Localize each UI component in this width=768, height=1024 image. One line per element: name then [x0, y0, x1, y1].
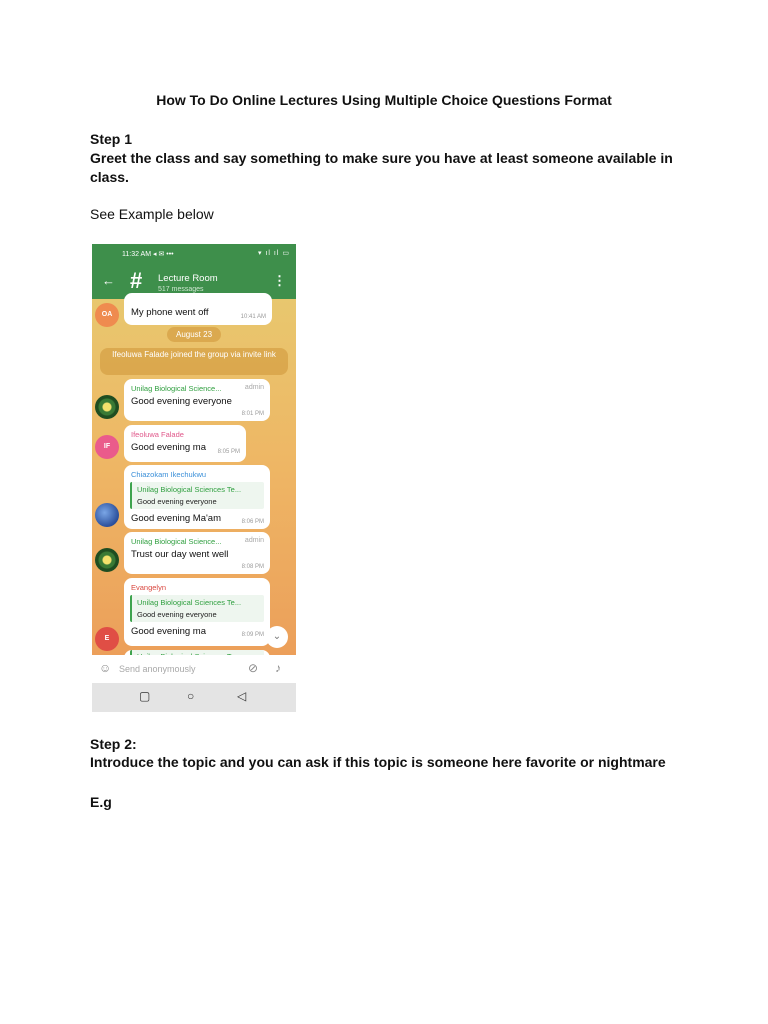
- avatar: OA: [95, 303, 119, 327]
- admin-badge: admin: [244, 384, 264, 391]
- message-text: Good evening ma: [131, 626, 206, 637]
- microphone-icon[interactable]: ♪: [275, 661, 281, 675]
- sender-name: Unilag Biological Science...: [131, 537, 222, 546]
- step2-text: Introduce the topic and you can ask if this topic is someone here favorite or nightmare: [90, 754, 666, 770]
- status-bar: [92, 244, 296, 266]
- message-time: 8:09 PM: [241, 632, 264, 638]
- message-bubble: [124, 465, 270, 529]
- step1-heading: Step 1: [90, 131, 133, 147]
- message-bubble: [124, 425, 246, 462]
- reply-text: Good evening everyone: [137, 497, 217, 506]
- scroll-down-button[interactable]: ⌄: [266, 626, 288, 648]
- reply-quote: [130, 595, 264, 622]
- message-bubble: [124, 379, 270, 421]
- message-text: My phone went off: [131, 307, 209, 318]
- see-example-text: See Example below: [90, 206, 214, 222]
- message-text: Trust our day went well: [131, 549, 229, 560]
- date-pill: August 23: [167, 327, 221, 342]
- example-label: E.g: [90, 794, 112, 810]
- message-text: Good evening everyone: [131, 396, 232, 407]
- message-time: 8:08 PM: [241, 564, 264, 570]
- step2-heading: Step 2:: [90, 736, 137, 752]
- avatar: [95, 395, 119, 419]
- channel-hash-icon: #: [130, 268, 143, 293]
- recents-icon[interactable]: ▢: [139, 689, 151, 703]
- document-title: How To Do Online Lectures Using Multiple Choice Questions Format: [156, 92, 612, 108]
- sender-name: Chiazokam Ikechukwu: [131, 470, 207, 479]
- sender-name: Unilag Biological Science...: [131, 384, 222, 393]
- chat-screenshot: [92, 244, 296, 712]
- avatar: [95, 503, 119, 527]
- message-bubble: [124, 532, 270, 574]
- step1-text: Greet the class and say something to make sure you have at least someone available in class.: [90, 150, 673, 185]
- message-bubble: [124, 578, 270, 646]
- avatar: [95, 548, 119, 572]
- sender-name: Ifeoluwa Falade: [131, 430, 184, 439]
- sender-name: Evangelyn: [131, 583, 167, 592]
- message-time: 8:01 PM: [241, 411, 264, 417]
- chat-area: [92, 299, 296, 655]
- message-count: 517 messages: [158, 286, 204, 293]
- avatar: E: [95, 627, 119, 651]
- message-input-bar: [92, 655, 296, 683]
- join-notice: Ifeoluwa Falade joined the group via invite link: [100, 348, 288, 375]
- reply-text: Good evening everyone: [137, 610, 217, 619]
- message-text: Good evening ma: [131, 442, 206, 453]
- status-time: 11:32 AM ◂ ✉ •••: [122, 251, 174, 258]
- room-name: Lecture Room: [158, 273, 218, 284]
- status-system-icons: ▾ ıl ıl ▭: [258, 250, 290, 257]
- message-time: 10:41 AM: [240, 314, 266, 320]
- avatar: IF: [95, 435, 119, 459]
- emoji-icon[interactable]: ☺: [99, 661, 112, 675]
- home-icon[interactable]: ○: [187, 689, 195, 703]
- message-time: 8:05 PM: [217, 449, 240, 455]
- back-icon[interactable]: ◁: [237, 689, 247, 703]
- more-options-icon[interactable]: ⋮: [273, 273, 286, 288]
- reply-sender: Unilag Biological Sciences Te...: [137, 485, 242, 494]
- message-text: Good evening Ma'am: [131, 513, 222, 524]
- message-input[interactable]: Send anonymously: [119, 664, 196, 674]
- reply-quote: [130, 482, 264, 509]
- admin-badge: admin: [244, 537, 264, 544]
- android-nav-bar: [92, 683, 296, 712]
- reply-sender: Unilag Biological Sciences Te...: [137, 598, 242, 607]
- back-arrow-icon[interactable]: ←: [102, 273, 115, 288]
- message-bubble: [124, 293, 272, 325]
- attach-icon[interactable]: ⊘: [248, 661, 259, 675]
- message-time: 8:06 PM: [241, 519, 264, 525]
